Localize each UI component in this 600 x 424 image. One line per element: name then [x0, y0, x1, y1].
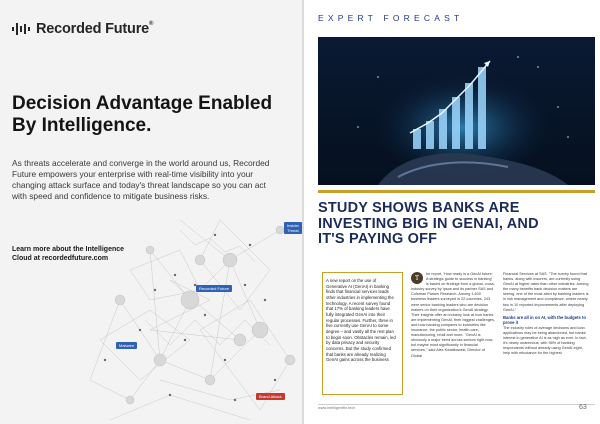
node-label-brand-attack: Brand Attack [256, 393, 285, 400]
column-2-text-continued: The industry roles of average decisions and loan applications may be being abandoned, but banks' interest in generative AI is as high as ever. In fact, it's nearly unanimous, with 98% of banking respondents without already using GenAI eight, help with reluctance for the highest [503, 325, 587, 356]
column-1-text: he report, 'How ready is a GenAI future: A strategic guide to success in banking' is based on findings from a global, cross-industry survey by Ipsos and its partner SAS and Coleman Parkes Research. Among 1,600 business leaders surveyed in 22 countries, 243 were senior banking leaders who are decision makers on their organization's GenAI strategy. Their insights offer an industry look at how banks are implementing GenAI, their biggest challenges, and how banking compares to industries like insurance, the public sector, health care, manufacturing, retail and more. "GenAI is obviously a major trend across sectors right now, but maybe most significantly in financial services," said Alex Kwiatkowski, Director of Global [411, 272, 496, 358]
logo-mark-icon [12, 21, 32, 37]
article-column-2 [503, 272, 589, 357]
column-2-subheading: Banks are all in on AI, with the budgets to prove it [503, 314, 586, 325]
article-column-1 [411, 272, 495, 359]
ad-headline: Decision Advantage Enabled By Intelligence. [12, 93, 273, 136]
section-banner: EXPERT FORECAST [318, 13, 464, 23]
drop-cap: T [411, 272, 423, 284]
ad-body-text: As threats accelerate and converge in the world around us, Recorded Future empowers your enterprise with real-time visibility into your changing attack surface and today's threat landscape so you can act with speed and confidence to mitigate business risks. [12, 158, 270, 201]
column-2-text: Financial Services at SAS. "The survey found that banks, along with insurers, are currently using GenAI at higher rates than other industries. Among the many benefits bank decision makers are seeing, one of the most-sited by banking leaders is in risk management and compliance, where nearly two in 10 reported improvements after deploying GenAI." [503, 272, 589, 312]
intro-box-text: A new report on the use of Generative AI (GenAI) in banking finds that financial services leads other industries in implementing the technology. A recent survey found that 17% of banking leaders have fully integrated GenAI into their regular processes. Further, three in five currently use GenAI to some degree – and vastly all the rest plan to begin soon. Obstacles remain, led by data privacy and security concerns. But the study confirmed that banks are already realizing GenAI gains across the business [326, 278, 396, 363]
node-label-insider-threat: Insider Threat [284, 222, 302, 234]
recorded-future-logo [12, 21, 153, 37]
footer-rule [318, 404, 595, 405]
hero-image-hand-growth-chart [318, 37, 595, 185]
ad-call-to-action: Learn more about the Intelligence Cloud at recordedfuture.com [12, 246, 125, 262]
footer-url: www.intelligentfin.tech [318, 406, 356, 410]
logo-text: Recorded Future® [36, 21, 154, 37]
hero-divider [318, 190, 595, 193]
page-number: 63 [579, 404, 587, 411]
node-label-recorded-future: Recorded Future [196, 285, 232, 292]
article-title: STUDY SHOWS BANKS ARE INVESTING BIG IN GENAI, AND IT'S PAYING OFF [318, 200, 539, 248]
node-label-malware: Malware [116, 342, 137, 349]
article-page [304, 0, 600, 424]
